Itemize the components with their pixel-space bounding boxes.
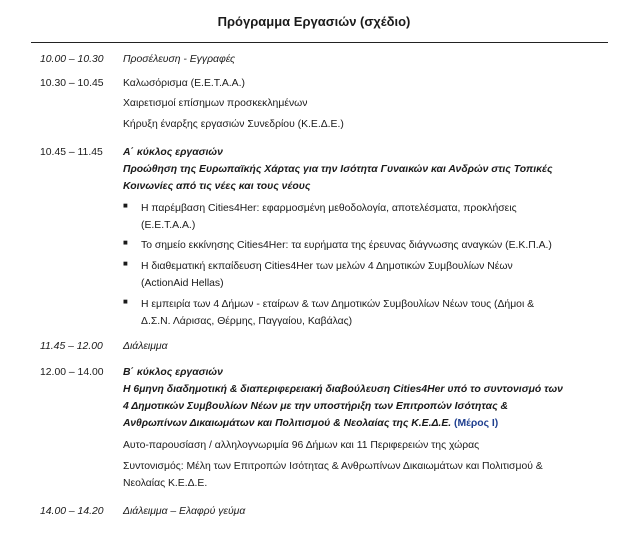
list-item-continuation: Δ.Σ.Ν. Λάρισας, Θέρμης, Παγγαίου, Καβάλας) (141, 316, 353, 327)
session-subtitle: Προώθηση της Ευρωπαϊκής Χάρτας για την Ισότητα Γυναικών και Ανδρών στις Τοπικές (123, 164, 553, 175)
time-slot: 14.00 – 14.20 (40, 506, 104, 517)
time-slot: 11.45 – 12.00 (40, 341, 103, 352)
list-item: ■ Το σημείο εκκίνησης Cities4Her: τα ευρήματα της έρευνας διάγνωσης αναγκών (Ε.Κ.Π.Α.) (123, 238, 552, 251)
agenda-line: Κήρυξη έναρξης εργασιών Συνεδρίου (Κ.Ε.Δ.Ε.) (123, 119, 344, 130)
list-item-continuation: (ActionAid Hellas) (141, 278, 224, 289)
session-heading: Α΄ κύκλος εργασιών (123, 147, 223, 158)
page-title: Πρόγραμμα Εργασιών (σχέδιο) (217, 14, 411, 29)
list-item: ■ Η παρέμβαση Cities4Her: εφαρμοσμένη μεθοδολογία, αποτελέσματα, προκλήσεις (123, 201, 517, 214)
session-subtitle: Η 6μηνη διαδημοτική & διαπεριφερειακή διαβούλευση Cities4Her υπό το συντονισμό των (123, 384, 563, 395)
time-slot: 10.00 – 10.30 (40, 54, 104, 65)
session-label: Προσέλευση - Εγγραφές (123, 54, 236, 65)
session-heading: Β΄ κύκλος εργασιών (123, 367, 223, 378)
part-label: (Μέρος Ι) (454, 418, 499, 429)
bullet-icon: ■ (123, 238, 128, 247)
time-slot: 12.00 – 14.00 (40, 367, 104, 378)
agenda-line: Καλωσόρισμα (Ε.Ε.Τ.Α.Α.) (123, 78, 245, 89)
list-item-continuation: (Ε.Ε.Τ.Α.Α.) (141, 220, 196, 231)
agenda-line: Συντονισμός: Μέλη των Επιτροπών Ισότητας & Ανθρωπίνων Δικαιωμάτων και Πολιτισμού & (123, 461, 543, 472)
list-item: ■ Η διαθεματική εκπαίδευση Cities4Her των μελών 4 Δημοτικών Συμβουλίων Νέων (123, 259, 513, 272)
time-slot: 10.45 – 11.45 (40, 147, 103, 158)
agenda-line: Χαιρετισμοί επίσημων προσκεκλημένων (123, 98, 308, 109)
list-item: ■ Η εμπειρία των 4 Δήμων - εταίρων & των Δημοτικών Συμβουλίων Νέων τους (Δήμοι & (123, 297, 535, 310)
title-divider (31, 42, 608, 43)
bullet-icon: ■ (123, 259, 128, 268)
session-subtitle: Κοινωνίες από τις νέες και τους νέους (123, 181, 311, 192)
session-label: Διάλειμμα – Ελαφρύ γεύμα (123, 506, 246, 517)
bullet-icon: ■ (123, 201, 128, 210)
session-subtitle: 4 Δημοτικών Συμβουλίων Νέων με την υποστήριξη των Επιτροπών Ισότητας & (123, 401, 509, 412)
agenda-line: Αυτο-παρουσίαση / αλληλογνωριμία 96 Δήμων και 11 Περιφερειών της χώρας (123, 440, 480, 451)
session-subtitle: Ανθρωπίνων Δικαιωμάτων και Πολιτισμού & Νεολαίας της Κ.Ε.Δ.Ε. (Μέρος Ι) (123, 418, 499, 429)
time-slot: 10.30 – 10.45 (40, 78, 104, 89)
agenda-line: Νεολαίας Κ.Ε.Δ.Ε. (123, 478, 208, 489)
bullet-icon: ■ (123, 297, 128, 306)
session-label: Διάλειμμα (123, 341, 168, 352)
